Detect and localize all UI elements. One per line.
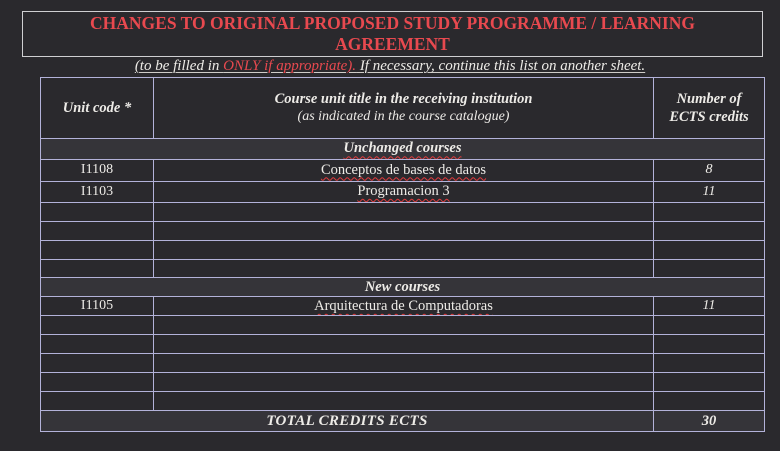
ects-credits-cell[interactable] — [654, 241, 764, 259]
course-title-cell[interactable] — [154, 392, 654, 410]
subtitle — [0, 57, 780, 76]
table-row — [41, 203, 764, 222]
course-title-cell[interactable] — [154, 316, 654, 334]
ects-credits-cell[interactable] — [654, 260, 764, 278]
unit-code-cell[interactable] — [41, 373, 154, 391]
section-label-new: New courses — [364, 278, 441, 295]
section-row-new-courses — [41, 278, 764, 297]
unit-code-cell[interactable] — [41, 241, 154, 259]
course-title-cell[interactable] — [154, 203, 654, 221]
subtitle-text-1: (to be filled in — [134, 58, 224, 74]
page-title-line1: CHANGES TO ORIGINAL PROPOSED STUDY PROGRAMME / LEARNING — [90, 13, 695, 33]
course-title-cell[interactable] — [154, 160, 654, 181]
header-course-title-line2: (as indicated in the course catalogue) — [297, 108, 510, 124]
unit-code-cell[interactable]: I1103 — [41, 182, 154, 202]
course-title-text: Programacion 3 — [357, 183, 450, 200]
ects-credits-cell[interactable] — [654, 222, 764, 240]
course-title-cell[interactable] — [154, 260, 654, 278]
table-row — [41, 373, 764, 392]
course-title-text: Arquitectura de Computadoras — [314, 297, 493, 314]
table-row — [41, 335, 764, 354]
subtitle-text-2: If necessary, continue this list on another sheet. — [356, 58, 646, 74]
unit-code-cell[interactable] — [41, 392, 154, 410]
title-box — [22, 11, 763, 57]
course-title-cell[interactable] — [154, 297, 654, 315]
ects-credits-cell[interactable] — [654, 316, 764, 334]
unit-code-cell[interactable] — [41, 260, 154, 278]
ects-credits-cell[interactable]: 8 — [705, 162, 713, 178]
unit-code-cell[interactable] — [41, 222, 154, 240]
subtitle-red-text: ONLY if appropriate). — [223, 58, 357, 74]
table-row — [41, 160, 764, 182]
header-course-title — [154, 78, 654, 138]
table-row — [41, 241, 764, 260]
header-unit-code: Unit code * — [41, 78, 154, 138]
table-row — [41, 260, 764, 279]
course-title-cell[interactable] — [154, 222, 654, 240]
course-title-cell[interactable] — [154, 335, 654, 353]
header-ects-line2: ECTS credits — [669, 108, 749, 125]
table-row — [41, 222, 764, 241]
section-label-unchanged: Unchanged courses — [343, 140, 462, 157]
section-row-unchanged-courses — [41, 139, 764, 160]
course-title-text: Conceptos de bases de datos — [320, 161, 487, 178]
ects-credits-cell[interactable]: 11 — [702, 183, 716, 199]
course-title-cell[interactable] — [154, 241, 654, 259]
unit-code-cell[interactable] — [41, 354, 154, 372]
unit-code-cell[interactable] — [41, 316, 154, 334]
unit-code-cell[interactable]: I1105 — [41, 297, 154, 315]
unit-code-cell[interactable] — [41, 203, 154, 221]
ects-credits-cell[interactable] — [654, 335, 764, 353]
table-row — [41, 392, 764, 411]
header-ects-line1: Number of — [676, 90, 742, 107]
ects-credits-cell[interactable] — [654, 392, 764, 410]
table-row — [41, 182, 764, 203]
ects-credits-cell[interactable]: 11 — [702, 298, 716, 314]
ects-credits-cell[interactable] — [654, 373, 764, 391]
unit-code-cell[interactable] — [41, 335, 154, 353]
total-credits-label: TOTAL CREDITS ECTS — [41, 411, 654, 431]
header-course-title-line1: Course unit title in the receiving institution — [274, 90, 533, 107]
course-title-cell[interactable] — [154, 182, 654, 202]
table-row — [41, 316, 764, 335]
course-title-cell[interactable] — [154, 373, 654, 391]
total-row — [41, 411, 764, 431]
changes-table — [40, 77, 765, 432]
ects-credits-cell[interactable] — [654, 203, 764, 221]
header-ects-credits — [654, 78, 764, 138]
ects-credits-cell[interactable] — [654, 354, 764, 372]
total-credits-value: 30 — [701, 412, 717, 429]
table-header-row — [41, 78, 764, 139]
course-title-cell[interactable] — [154, 354, 654, 372]
table-row — [41, 297, 764, 316]
unit-code-cell[interactable]: I1108 — [41, 160, 154, 181]
table-row — [41, 354, 764, 373]
page-title-line2: AGREEMENT — [335, 34, 450, 54]
